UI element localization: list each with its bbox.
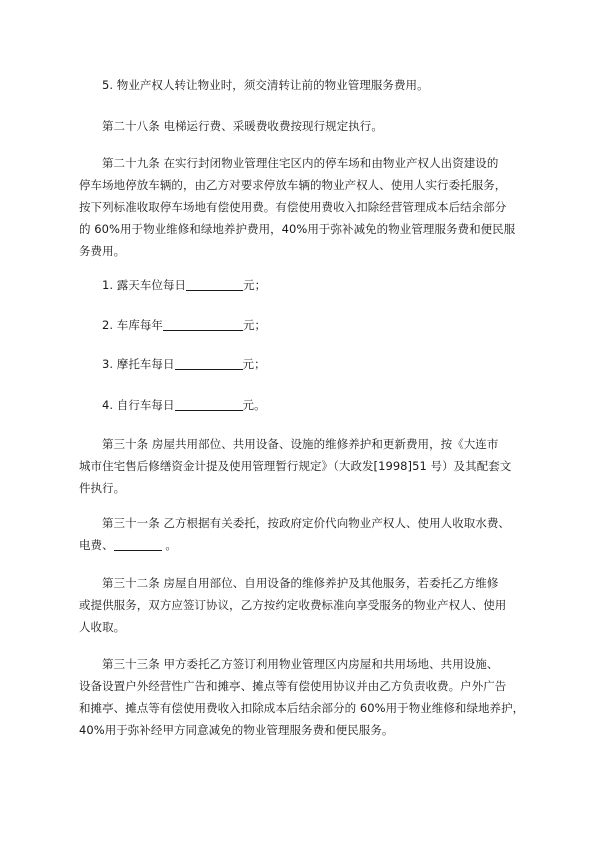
text-line: 停车场地停放车辆的，由乙方对要求停放车辆的物业产权人、使用人实行委托服务， (79, 178, 507, 192)
blank-fill-line (175, 357, 243, 370)
text-line: 按下列标准收取停车场地有偿使用费。有偿使用费收入扣除经营管理成本后结余部分 (79, 200, 507, 214)
fee-item-unit: 元； (242, 318, 267, 332)
text-line: 电费、 (79, 538, 114, 552)
text-line: 的 60%用于物业维修和绿地养护费用，40%用于弥补减免的物业管理服务费和便民服 (79, 222, 516, 236)
text-line: 5. 物业产权人转让物业时，须交清转让前的物业管理服务费用。 (102, 78, 429, 92)
fee-item-garage (79, 314, 519, 336)
fee-item-unit: 元； (243, 278, 267, 292)
fee-item-label: 3. 摩托车每日 (102, 357, 175, 371)
fee-item-unit: 元。 (242, 398, 266, 412)
fee-item-unit: 元； (242, 357, 266, 371)
text-line: 和摊亭、摊点等有偿使用费收入扣除成本后结余部分的 60%用于物业维修和绿地养护， (79, 701, 525, 715)
blank-fill-line (175, 398, 243, 411)
text-line: 第三十三条 甲方委托乙方签订利用物业管理区内房屋和共用场地、共用设施、 (102, 657, 499, 671)
text-line: 人收取。 (79, 620, 126, 634)
article-32 (79, 572, 519, 638)
fee-item-bicycle (79, 394, 519, 416)
fee-item-motorcycle (79, 353, 519, 375)
text-line: 第三十一条 乙方根据有关委托，按政府定价代向物业产权人、使用人收取水费、 (102, 516, 510, 530)
article-28 (79, 115, 519, 137)
article-33 (79, 653, 525, 741)
fee-item-label: 4. 自行车每日 (102, 398, 175, 412)
fee-item-label: 1. 露天车位每日 (102, 278, 187, 292)
text-line: 或提供服务，双方应签订协议，乙方按约定收费标准向享受服务的物业产权人、使用 (79, 598, 507, 612)
fee-item-open-air-parking (79, 274, 519, 296)
text-line: 第二十八条 电梯运行费、采暖费收费按现行规定执行。 (102, 119, 383, 133)
text-line: 城市住宅售后修缮资金计提及使用管理暂行规定》（大政发[1998]51 号）及其配套文 (79, 459, 512, 473)
fee-item-label: 2. 车库每年 (102, 318, 163, 332)
text-line: 设备设置户外经营性广告和摊亭、摊点等有偿使用协议并由乙方负责收费。户外广告 (79, 679, 507, 693)
blank-fill-line (163, 318, 243, 331)
article-31 (79, 512, 519, 556)
text-line: 第三十条 房屋共用部位、共用设备、设施的维修养护和更新费用，按《大连市 (102, 437, 499, 451)
clause-5-transfer-fee (79, 74, 519, 96)
text-line: 件执行。 (79, 481, 126, 495)
text-line: 40%用于弥补经甲方同意减免的物业管理服务费和便民服务。 (79, 723, 394, 737)
text-line-end: 。 (161, 538, 177, 552)
text-line: 务费用。 (79, 244, 126, 258)
article-29 (79, 152, 519, 262)
text-line: 第三十二条 房屋自用部位、自用设备的维修养护及其他服务，若委托乙方维修 (102, 576, 499, 590)
blank-fill-line (186, 278, 243, 291)
text-line: 第二十九条 在实行封闭物业管理住宅区内的停车场和由物业产权人出资建设的 (102, 156, 499, 170)
blank-fill-line (114, 538, 162, 551)
article-30 (79, 433, 519, 499)
